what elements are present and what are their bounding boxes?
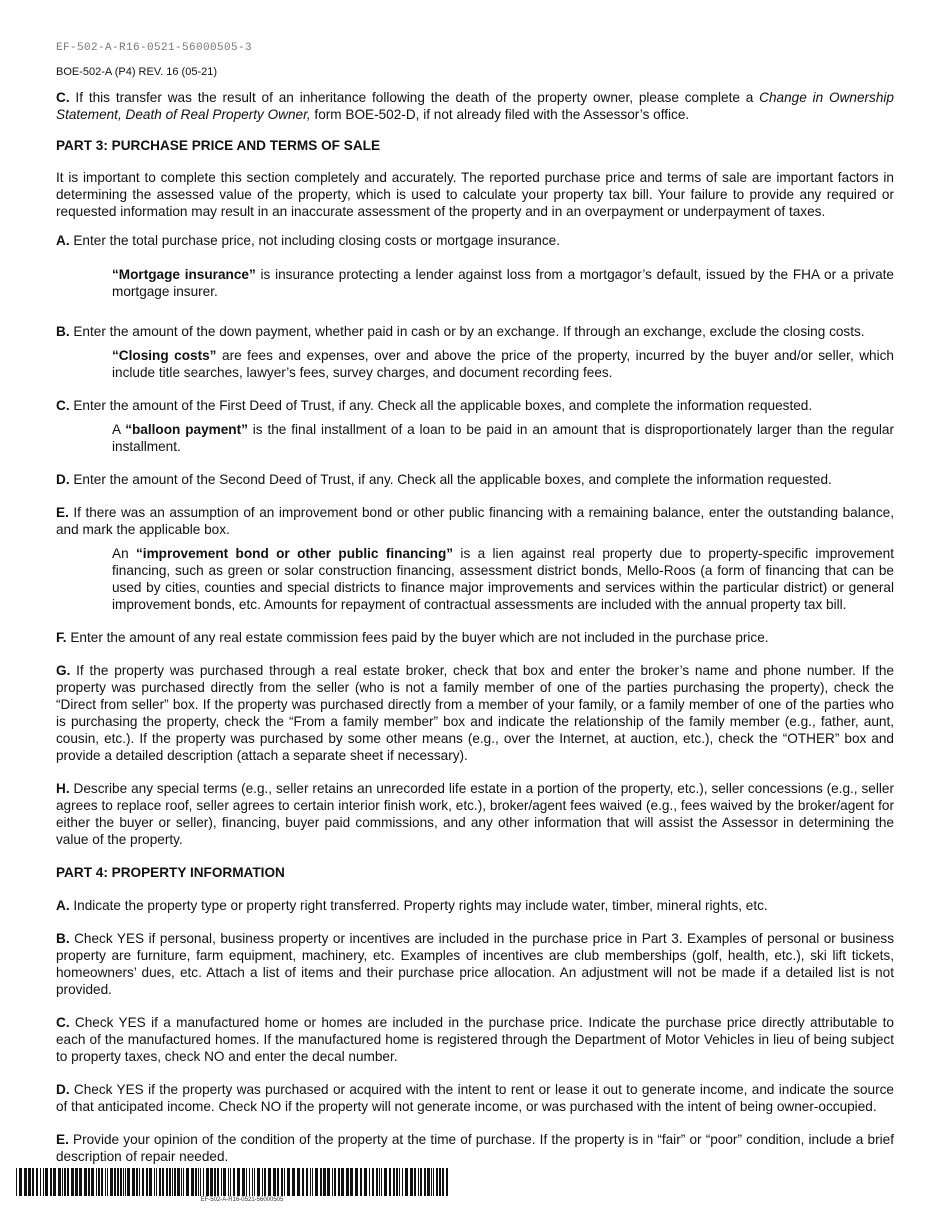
- barcode-bar: [320, 1168, 322, 1196]
- barcode-bar: [127, 1168, 130, 1196]
- barcode-bar: [214, 1168, 216, 1196]
- barcode-bar: [436, 1168, 438, 1196]
- barcode-bar: [442, 1168, 444, 1196]
- barcode-bar: [384, 1168, 387, 1196]
- part3-item-e: E. If there was an assumption of an improvement bond or other public financing with a remaining balance, enter the outstanding balance, and mark the applicable box.: [56, 505, 894, 537]
- barcode-bar: [405, 1168, 408, 1196]
- barcode-bar: [252, 1168, 253, 1196]
- part3-item-a: A. Enter the total purchase price, not including closing costs or mortgage insurance.: [56, 233, 560, 248]
- barcode-bar: [355, 1168, 358, 1196]
- barcode-bar: [16, 1168, 17, 1196]
- barcode-bar: [169, 1168, 171, 1196]
- barcode-bar: [40, 1168, 41, 1196]
- barcode-bar: [149, 1168, 152, 1196]
- part3-heading: PART 3: PURCHASE PRICE AND TERMS OF SALE: [56, 138, 381, 153]
- form-revision-id: BOE-502-A (P4) REV. 16 (05-21): [56, 66, 218, 78]
- barcode-bar: [360, 1168, 362, 1196]
- barcode-bar: [186, 1168, 189, 1196]
- barcode-bar: [427, 1168, 430, 1196]
- barcode-bar: [114, 1168, 116, 1196]
- barcode-bar: [418, 1168, 419, 1196]
- barcode-caption: EF-502-A-R16-0521-56000505: [200, 1197, 284, 1203]
- barcode-bar: [139, 1168, 140, 1196]
- barcode-bar: [254, 1168, 255, 1196]
- barcode-bar: [174, 1168, 176, 1196]
- definition-balloon-payment: A “balloon payment” is the final installment of a loan to be paid in an amount that is disproportionately larger than the regular installment.: [112, 422, 895, 454]
- barcode-bar: [281, 1168, 283, 1196]
- barcode-bar: [221, 1168, 222, 1196]
- barcode-bar: [195, 1168, 197, 1196]
- barcode-bar: [273, 1168, 276, 1196]
- barcode-bar: [389, 1168, 391, 1196]
- barcode-bar: [71, 1168, 74, 1196]
- barcode-bar: [277, 1168, 279, 1196]
- barcode-bar: [315, 1168, 318, 1196]
- barcode-bar: [123, 1168, 124, 1196]
- barcode-bar: [414, 1168, 416, 1196]
- barcode-bar: [306, 1168, 308, 1196]
- barcode-bar: [50, 1168, 52, 1196]
- barcode-bar: [203, 1168, 204, 1196]
- barcode-bar: [346, 1168, 349, 1196]
- barcode-bar: [19, 1168, 22, 1196]
- barcode-bar: [36, 1168, 38, 1196]
- barcode-bar: [268, 1168, 271, 1196]
- barcode-bar: [53, 1168, 56, 1196]
- barcode-bar: [372, 1168, 374, 1196]
- form-title-italic: Change in Ownership Statement, Death of Real Property Owner,: [56, 90, 894, 122]
- barcode-bar: [287, 1168, 290, 1196]
- barcode-bar: [28, 1168, 31, 1196]
- barcode-bar: [379, 1168, 380, 1196]
- barcode-bar: [424, 1168, 426, 1196]
- barcode-bar: [43, 1168, 44, 1196]
- barcode-bar: [262, 1168, 263, 1196]
- barcode-bar: [312, 1168, 313, 1196]
- barcode-bar: [237, 1168, 240, 1196]
- barcode-bar: [327, 1168, 330, 1196]
- barcode-bar: [125, 1168, 126, 1196]
- barcode-bar: [217, 1168, 219, 1196]
- barcode-bar: [292, 1168, 295, 1196]
- barcode-bar: [396, 1168, 398, 1196]
- barcode-bar: [297, 1168, 300, 1196]
- barcode-bar: [162, 1168, 164, 1196]
- barcode-bar: [64, 1168, 66, 1196]
- barcode-bar: [79, 1168, 82, 1196]
- barcode-bar: [101, 1168, 103, 1196]
- barcode-bar: [146, 1168, 148, 1196]
- part4-item-b: B. Check YES if personal, business property or incentives are included in the purchase price in Part 3. Examples of personal or business property are furniture, farm equipment, machinery, etc. Examples of incentives are club memberships (golf, health, etc.), ski lift tickets, homeowners’ dues, etc. Attach a list of items and their purchase price allocation. An adjustment will not be made if a detailed list is not provided.: [56, 931, 894, 997]
- barcode-bar: [84, 1168, 87, 1196]
- barcode-bar: [200, 1168, 201, 1196]
- barcode-bar: [210, 1168, 213, 1196]
- instructions-body: [56, 89, 894, 1165]
- part4-item-a: A. Indicate the property type or property right transferred. Property rights may include water, timber, mineral rights, etc.: [56, 898, 768, 913]
- barcode-bar: [399, 1168, 400, 1196]
- barcode-bar: [228, 1168, 229, 1196]
- barcode-bar: [181, 1168, 182, 1196]
- part4-item-c: C. Check YES if a manufactured home or homes are included in the purchase price. Indicate the purchase price directly attributable to each of the manufactured homes. If the manufactured home is registered through the Department of Motor Vehicles in lieu of being subject to property taxes, check NO and enter the decal number.: [56, 1015, 894, 1064]
- barcode-bar: [67, 1168, 69, 1196]
- barcode-bar: [62, 1168, 63, 1196]
- barcode-bar: [364, 1168, 367, 1196]
- part3-item-g: G. If the property was purchased through a real estate broker, check that box and enter the broker’s name and phone number. If the property was purchased directly from the seller (who is not a family member of one of the parties purchasing the property), check the “Direct from seller” box. If the property was purchased directly from a member of your family, or a family member of one of the parties who is purchasing the property, check the “From a family member” box and indicate the relationship of the family member (e.g., father, aunt, cousin, etc.). If the property was purchased by some other means (e.g., over the Internet, at auction, etc.), check the “OTHER” box and provide a detailed description (attach a separate sheet if necessary).: [56, 663, 894, 763]
- barcode-bar: [91, 1168, 94, 1196]
- barcode-bar: [334, 1168, 336, 1196]
- barcode-bar: [88, 1168, 90, 1196]
- barcode-bar: [381, 1168, 382, 1196]
- barcode-bar: [177, 1168, 180, 1196]
- definition-closing-costs: “Closing costs” are fees and expenses, over and above the price of the property, incurred by the buyer and/or seller, which include title searches, lawyer’s fees, survey charges, and document recording fees.: [112, 348, 894, 380]
- barcode-bar: [166, 1168, 168, 1196]
- barcode-bar: [75, 1168, 78, 1196]
- barcode-bar: [302, 1168, 304, 1196]
- barcode-bar: [230, 1168, 231, 1196]
- definition-mortgage-insurance: “Mortgage insurance” is insurance protecting a lender against loss from a mortgagor’s default, issued by the FHA or a private mortgage insurer.: [112, 267, 894, 299]
- document-control-code: EF-502-A-R16-0521-56000505-3: [56, 42, 253, 54]
- barcode-bar: [284, 1168, 285, 1196]
- barcode-bar: [105, 1168, 106, 1196]
- barcode-bar: [136, 1168, 138, 1196]
- part3-item-c: C. Enter the amount of the First Deed of Trust, if any. Check all the applicable boxes, and complete the information requested.: [56, 398, 813, 413]
- barcode: [16, 1168, 448, 1196]
- barcode-bar: [338, 1168, 340, 1196]
- barcode-bar: [32, 1168, 34, 1196]
- part3-intro: It is important to complete this section completely and accurately. The reported purchase price and terms of sale are important factors in determining the assessed value of the property, which is used to calculate your property tax bill. Your failure to provide any required or requested information may result in an inaccurate assessment of the property and in an overpayment or underpayment of taxes.: [56, 170, 894, 219]
- part3-item-b: B. Enter the amount of the down payment, whether paid in cash or by an exchange. If through an exchange, exclude the closing costs.: [56, 324, 865, 339]
- barcode-bar: [341, 1168, 344, 1196]
- barcode-bar: [431, 1168, 432, 1196]
- barcode-bar: [433, 1168, 434, 1196]
- barcode-bar: [24, 1168, 27, 1196]
- barcode-bar: [369, 1168, 370, 1196]
- barcode-bar: [58, 1168, 61, 1196]
- barcode-bar: [107, 1168, 108, 1196]
- barcode-bar: [156, 1168, 157, 1196]
- barcode-bar: [332, 1168, 333, 1196]
- barcode-bar: [223, 1168, 226, 1196]
- part3-item-d: D. Enter the amount of the Second Deed of Trust, if any. Check all the applicable boxes, and complete the information requested.: [56, 472, 832, 487]
- part3-item-h: H. Describe any special terms (e.g., seller retains an unrecorded life estate in a portion of the property, etc.), seller concessions (e.g., seller agrees to replace roof, seller agrees to certain interior finish work, etc.), broker/agent fees waived (e.g., fees waived by the broker/agent for either the buyer or seller), financing, buyer paid commissions, and any other information that will assist the Assessor in determining the value of the property.: [56, 781, 894, 847]
- barcode-bar: [183, 1168, 184, 1196]
- barcode-bar: [142, 1168, 144, 1196]
- barcode-bar: [402, 1168, 403, 1196]
- barcode-bar: [410, 1168, 413, 1196]
- barcode-bar: [393, 1168, 395, 1196]
- barcode-bar: [446, 1168, 448, 1196]
- barcode-bar: [172, 1168, 173, 1196]
- barcode-bar: [159, 1168, 161, 1196]
- barcode-bar: [233, 1168, 235, 1196]
- barcode-bar: [110, 1168, 113, 1196]
- barcode-bar: [323, 1168, 326, 1196]
- barcode-bar: [439, 1168, 441, 1196]
- barcode-bar: [98, 1168, 100, 1196]
- barcode-bar: [120, 1168, 122, 1196]
- definition-improvement-bond: An “improvement bond or other public financing” is a lien against real property due to property-specific improvement financing, such as green or solar construction financing, assessment district bonds, Mello-Roos (a form of financing that can be used by cities, counties and special districts to finance major improvements and services within the particular district) or general improvement bonds, etc. Amounts for repayment of contractual assessments are included with the annual property tax bill.: [112, 546, 894, 612]
- barcode-bar: [350, 1168, 353, 1196]
- barcode-bar: [420, 1168, 422, 1196]
- barcode-bar: [117, 1168, 119, 1196]
- barcode-bar: [310, 1168, 311, 1196]
- barcode-bar: [198, 1168, 199, 1196]
- barcode-bar: [132, 1168, 135, 1196]
- item-label: C.: [56, 90, 70, 105]
- barcode-bar: [376, 1168, 378, 1196]
- barcode-bar: [45, 1168, 48, 1196]
- barcode-bar: [264, 1168, 266, 1196]
- part2-item-c: C. If this transfer was the result of an inheritance following the death of the property owner, please complete a Change in Ownership Statement, Death of Real Property Owner, form BOE-502-D, if not already filed with the Assessor’s office.: [56, 90, 894, 122]
- part4-item-d: D. Check YES if the property was purchased or acquired with the intent to rent or lease it out to generate income, and indicate the source of that anticipated income. Check NO if the property will not generate income, or was purchased with the intent of being owner-occupied.: [56, 1082, 894, 1114]
- barcode-bar: [96, 1168, 97, 1196]
- barcode-bar: [249, 1168, 250, 1196]
- barcode-bar: [191, 1168, 194, 1196]
- part4-item-e: E. Provide your opinion of the condition of the property at the time of purchase. If the property is in “fair” or “poor” condition, include a brief description of repair needed.: [56, 1132, 894, 1164]
- part4-heading: PART 4: PROPERTY INFORMATION: [56, 865, 285, 880]
- barcode-bar: [246, 1168, 247, 1196]
- barcode-bar: [242, 1168, 245, 1196]
- part3-item-f: F. Enter the amount of any real estate commission fees paid by the buyer which are not included in the purchase price.: [56, 630, 769, 645]
- barcode-bar: [206, 1168, 209, 1196]
- barcode-bar: [257, 1168, 260, 1196]
- barcode-bar: [154, 1168, 155, 1196]
